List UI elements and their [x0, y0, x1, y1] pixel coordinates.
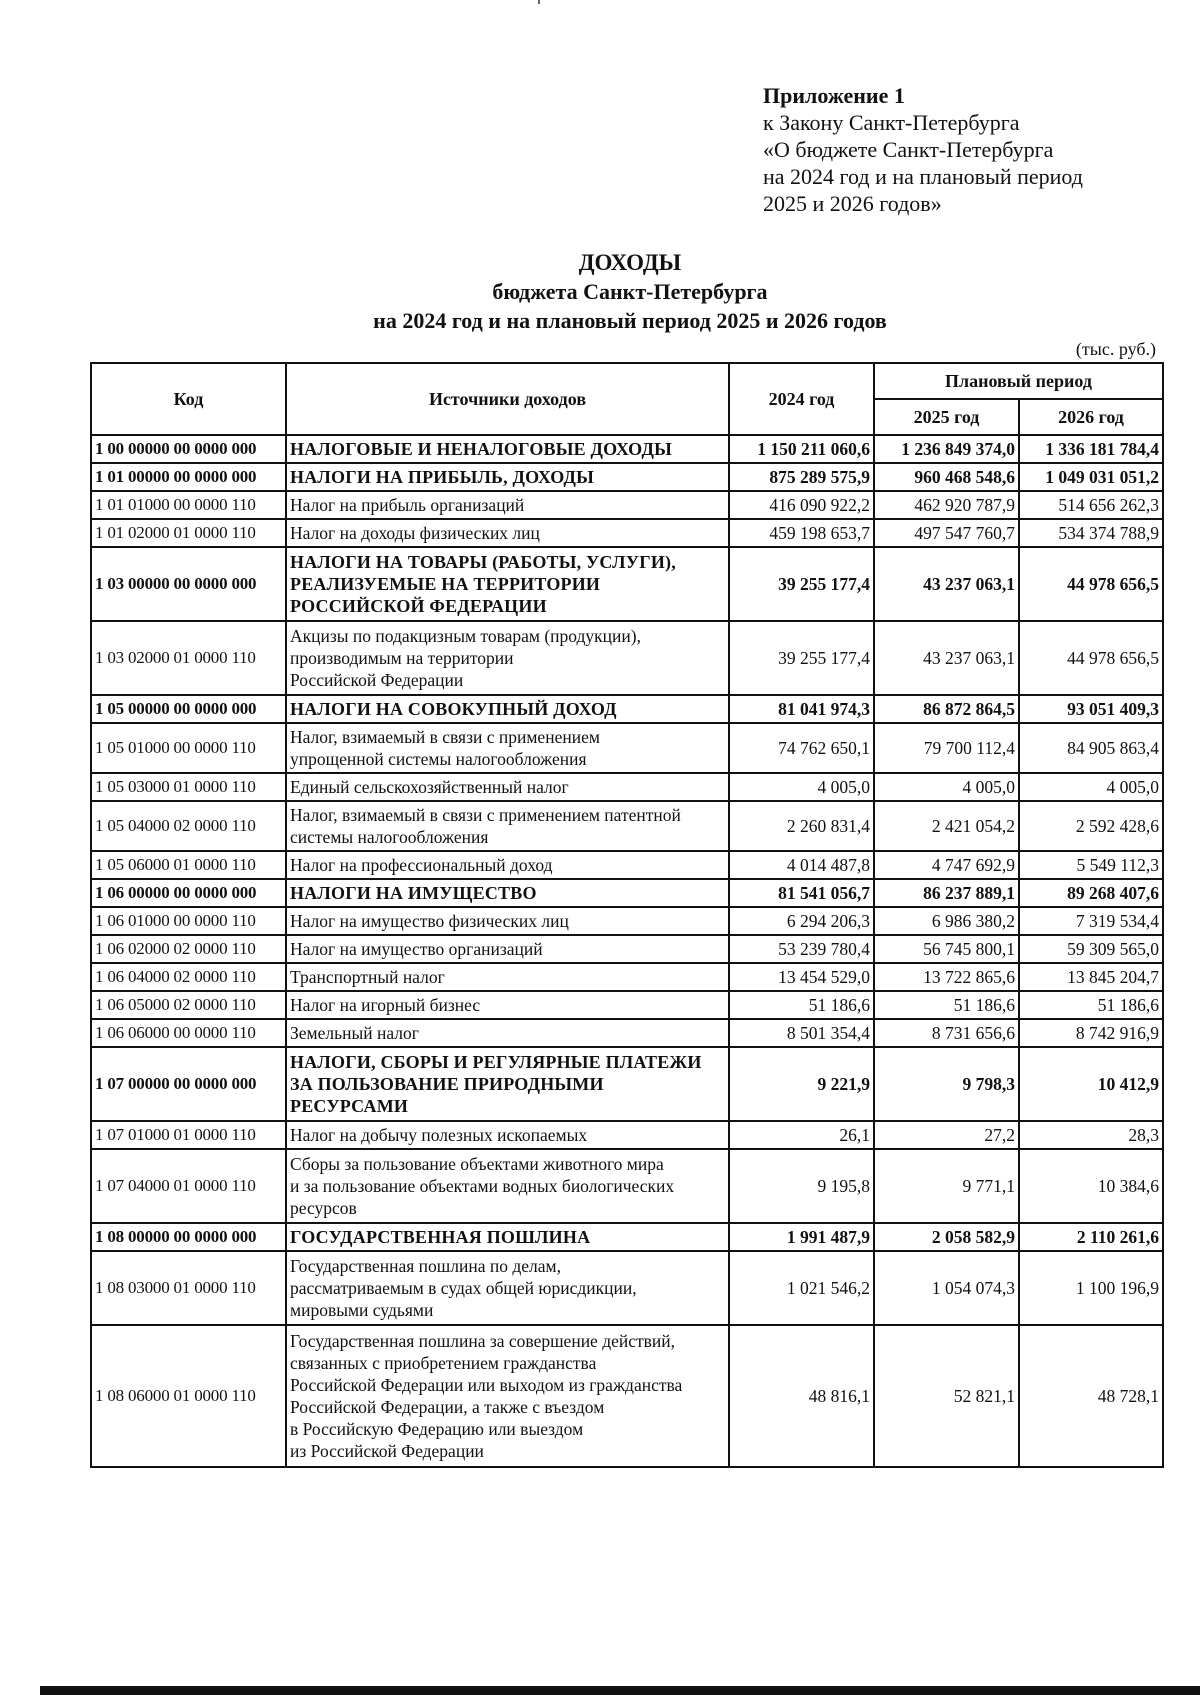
row-source-name: Налог на имущество организаций — [286, 935, 729, 963]
appendix-line: «О бюджете Санкт-Петербурга — [763, 137, 1054, 162]
row-code: 1 06 05000 02 0000 110 — [91, 991, 286, 1019]
row-value-2024: 39 255 177,4 — [729, 621, 874, 695]
row-value-2024: 48 816,1 — [729, 1325, 874, 1467]
header-2024: 2024 год — [729, 363, 874, 435]
row-value-2025: 79 700 112,4 — [874, 723, 1019, 773]
row-value-2026: 4 005,0 — [1019, 773, 1163, 801]
income-table — [90, 362, 1164, 1468]
row-value-2025: 9 771,1 — [874, 1149, 1019, 1223]
row-value-2026: 7 319 534,4 — [1019, 907, 1163, 935]
row-value-2026: 10 412,9 — [1019, 1047, 1163, 1121]
row-value-2024: 2 260 831,4 — [729, 801, 874, 851]
row-value-2025: 86 237 889,1 — [874, 879, 1019, 907]
row-value-2026: 5 549 112,3 — [1019, 851, 1163, 879]
table-row — [91, 879, 1163, 907]
row-code: 1 07 00000 00 0000 000 — [91, 1047, 286, 1121]
row-code: 1 03 00000 00 0000 000 — [91, 547, 286, 621]
appendix-line: 2025 и 2026 годов» — [763, 191, 942, 216]
row-source-name: НАЛОГИ НА ИМУЩЕСТВО — [286, 879, 729, 907]
row-code: 1 07 01000 01 0000 110 — [91, 1121, 286, 1149]
row-code: 1 07 04000 01 0000 110 — [91, 1149, 286, 1223]
row-value-2026: 59 309 565,0 — [1019, 935, 1163, 963]
row-source-name: Налог на профессиональный доход — [286, 851, 729, 879]
row-value-2024: 9 195,8 — [729, 1149, 874, 1223]
row-value-2025: 56 745 800,1 — [874, 935, 1019, 963]
row-code: 1 08 00000 00 0000 000 — [91, 1223, 286, 1251]
row-value-2025: 43 237 063,1 — [874, 547, 1019, 621]
table-row — [91, 963, 1163, 991]
row-value-2025: 13 722 865,6 — [874, 963, 1019, 991]
appendix-line: на 2024 год и на плановый период — [763, 164, 1083, 189]
row-source-name: Налог на игорный бизнес — [286, 991, 729, 1019]
row-value-2026: 1 336 181 784,4 — [1019, 435, 1163, 463]
heading-period: на 2024 год и на плановый период 2025 и 2026 годов — [373, 308, 887, 333]
row-value-2026: 2 110 261,6 — [1019, 1223, 1163, 1251]
row-value-2025: 4 005,0 — [874, 773, 1019, 801]
header-code: Код — [91, 363, 286, 435]
row-source-name: Государственная пошлина по делам, рассматриваемым в судах общей юрисдикции, мировыми судьями — [286, 1251, 729, 1325]
row-source-name: НАЛОГИ, СБОРЫ И РЕГУЛЯРНЫЕ ПЛАТЕЖИ ЗА ПОЛЬЗОВАНИЕ ПРИРОДНЫМИ РЕСУРСАМИ — [286, 1047, 729, 1121]
row-source-name: НАЛОГИ НА ТОВАРЫ (РАБОТЫ, УСЛУГИ), РЕАЛИЗУЕМЫЕ НА ТЕРРИТОРИИ РОССИЙСКОЙ ФЕДЕРАЦИИ — [286, 547, 729, 621]
row-code: 1 01 00000 00 0000 000 — [91, 463, 286, 491]
row-value-2026: 2 592 428,6 — [1019, 801, 1163, 851]
row-code: 1 05 06000 01 0000 110 — [91, 851, 286, 879]
table-row — [91, 1251, 1163, 1325]
table-row — [91, 851, 1163, 879]
row-source-name: Налог на имущество физических лиц — [286, 907, 729, 935]
row-value-2025: 52 821,1 — [874, 1325, 1019, 1467]
row-source-name: Налог на прибыль организаций — [286, 491, 729, 519]
row-source-name: Сборы за пользование объектами животного мира и за пользование объектами водных биологических ресурсов — [286, 1149, 729, 1223]
row-value-2025: 6 986 380,2 — [874, 907, 1019, 935]
heading-title: ДОХОДЫ — [578, 250, 682, 275]
table-row — [91, 907, 1163, 935]
row-source-name: НАЛОГИ НА ПРИБЫЛЬ, ДОХОДЫ — [286, 463, 729, 491]
row-value-2025: 960 468 548,6 — [874, 463, 1019, 491]
table-row — [91, 519, 1163, 547]
row-value-2025: 8 731 656,6 — [874, 1019, 1019, 1047]
row-value-2024: 81 541 056,7 — [729, 879, 874, 907]
row-value-2025: 2 421 054,2 — [874, 801, 1019, 851]
row-value-2025: 497 547 760,7 — [874, 519, 1019, 547]
table-row — [91, 463, 1163, 491]
table-row — [91, 1019, 1163, 1047]
row-value-2026: 44 978 656,5 — [1019, 621, 1163, 695]
row-code: 1 06 00000 00 0000 000 — [91, 879, 286, 907]
header-2025: 2025 год — [874, 399, 1019, 435]
table-row — [91, 1149, 1163, 1223]
appendix-line: к Закону Санкт-Петербурга — [763, 110, 1020, 135]
row-code: 1 06 02000 02 0000 110 — [91, 935, 286, 963]
row-value-2024: 74 762 650,1 — [729, 723, 874, 773]
row-source-name: ГОСУДАРСТВЕННАЯ ПОШЛИНА — [286, 1223, 729, 1251]
row-value-2025: 43 237 063,1 — [874, 621, 1019, 695]
row-value-2026: 1 100 196,9 — [1019, 1251, 1163, 1325]
row-value-2026: 10 384,6 — [1019, 1149, 1163, 1223]
table-row — [91, 1047, 1163, 1121]
row-value-2026: 514 656 262,3 — [1019, 491, 1163, 519]
row-code: 1 01 01000 00 0000 110 — [91, 491, 286, 519]
row-value-2026: 8 742 916,9 — [1019, 1019, 1163, 1047]
row-value-2024: 6 294 206,3 — [729, 907, 874, 935]
row-value-2024: 1 991 487,9 — [729, 1223, 874, 1251]
appendix-block — [763, 82, 1083, 217]
row-value-2025: 1 054 074,3 — [874, 1251, 1019, 1325]
document-heading — [0, 248, 1200, 335]
row-value-2025: 1 236 849 374,0 — [874, 435, 1019, 463]
row-value-2024: 53 239 780,4 — [729, 935, 874, 963]
header-2026: 2026 год — [1019, 399, 1163, 435]
row-value-2026: 51 186,6 — [1019, 991, 1163, 1019]
row-value-2024: 39 255 177,4 — [729, 547, 874, 621]
header-source: Источники доходов — [286, 363, 729, 435]
row-value-2024: 459 198 653,7 — [729, 519, 874, 547]
row-value-2025: 4 747 692,9 — [874, 851, 1019, 879]
row-value-2026: 44 978 656,5 — [1019, 547, 1163, 621]
row-value-2024: 51 186,6 — [729, 991, 874, 1019]
row-value-2024: 8 501 354,4 — [729, 1019, 874, 1047]
row-value-2026: 1 049 031 051,2 — [1019, 463, 1163, 491]
table-row — [91, 1325, 1163, 1467]
row-code: 1 06 04000 02 0000 110 — [91, 963, 286, 991]
table-row — [91, 801, 1163, 851]
row-value-2025: 9 798,3 — [874, 1047, 1019, 1121]
row-code: 1 01 02000 01 0000 110 — [91, 519, 286, 547]
table-row — [91, 773, 1163, 801]
row-value-2024: 4 014 487,8 — [729, 851, 874, 879]
row-value-2024: 26,1 — [729, 1121, 874, 1149]
units-label: (тыс. руб.) — [1075, 339, 1156, 359]
table-row — [91, 723, 1163, 773]
header-planned-period: Плановый период — [874, 363, 1163, 399]
row-source-name: Налог, взимаемый в связи с применением патентной системы налогообложения — [286, 801, 729, 851]
row-value-2026: 89 268 407,6 — [1019, 879, 1163, 907]
row-value-2026: 13 845 204,7 — [1019, 963, 1163, 991]
row-code: 1 06 01000 00 0000 110 — [91, 907, 286, 935]
row-value-2025: 86 872 864,5 — [874, 695, 1019, 723]
row-source-name: НАЛОГОВЫЕ И НЕНАЛОГОВЫЕ ДОХОДЫ — [286, 435, 729, 463]
row-code: 1 05 00000 00 0000 000 — [91, 695, 286, 723]
table-row — [91, 491, 1163, 519]
table-row — [91, 435, 1163, 463]
row-code: 1 05 04000 02 0000 110 — [91, 801, 286, 851]
scan-border — [40, 1686, 1200, 1695]
row-value-2024: 13 454 529,0 — [729, 963, 874, 991]
row-value-2026: 534 374 788,9 — [1019, 519, 1163, 547]
row-value-2025: 27,2 — [874, 1121, 1019, 1149]
row-code: 1 03 02000 01 0000 110 — [91, 621, 286, 695]
row-value-2025: 2 058 582,9 — [874, 1223, 1019, 1251]
row-code: 1 06 06000 00 0000 110 — [91, 1019, 286, 1047]
row-value-2026: 93 051 409,3 — [1019, 695, 1163, 723]
row-value-2025: 51 186,6 — [874, 991, 1019, 1019]
heading-subtitle: бюджета Санкт-Петербурга — [492, 279, 768, 304]
row-value-2024: 81 041 974,3 — [729, 695, 874, 723]
row-source-name: НАЛОГИ НА СОВОКУПНЫЙ ДОХОД — [286, 695, 729, 723]
row-value-2024: 1 150 211 060,6 — [729, 435, 874, 463]
table-row — [91, 621, 1163, 695]
row-value-2024: 9 221,9 — [729, 1047, 874, 1121]
appendix-title: Приложение 1 — [763, 83, 905, 108]
row-value-2026: 48 728,1 — [1019, 1325, 1163, 1467]
row-source-name: Земельный налог — [286, 1019, 729, 1047]
row-value-2026: 84 905 863,4 — [1019, 723, 1163, 773]
table-row — [91, 935, 1163, 963]
row-source-name: Акцизы по подакцизным товарам (продукции), производимым на территории Российской Федерации — [286, 621, 729, 695]
row-source-name: Государственная пошлина за совершение действий, связанных с приобретением гражданства Российской Федерации или выходом из гражданства Российской Федерации, а также с въездом в Российскую Федерацию или выездом из Российской Федерации — [286, 1325, 729, 1467]
row-value-2024: 416 090 922,2 — [729, 491, 874, 519]
row-value-2026: 28,3 — [1019, 1121, 1163, 1149]
row-source-name: Транспортный налог — [286, 963, 729, 991]
table-row — [91, 695, 1163, 723]
row-value-2025: 462 920 787,9 — [874, 491, 1019, 519]
row-value-2024: 4 005,0 — [729, 773, 874, 801]
row-code: 1 00 00000 00 0000 000 — [91, 435, 286, 463]
table-body — [91, 435, 1163, 1467]
row-source-name: Налог на доходы физических лиц — [286, 519, 729, 547]
table-row — [91, 1223, 1163, 1251]
row-code: 1 05 01000 00 0000 110 — [91, 723, 286, 773]
row-source-name: Налог, взимаемый в связи с применением упрощенной системы налогообложения — [286, 723, 729, 773]
row-code: 1 05 03000 01 0000 110 — [91, 773, 286, 801]
row-code: 1 08 06000 01 0000 110 — [91, 1325, 286, 1467]
table-row — [91, 991, 1163, 1019]
table-row — [91, 1121, 1163, 1149]
row-code: 1 08 03000 01 0000 110 — [91, 1251, 286, 1325]
row-source-name: Единый сельскохозяйственный налог — [286, 773, 729, 801]
table-row — [91, 547, 1163, 621]
row-source-name: Налог на добычу полезных ископаемых — [286, 1121, 729, 1149]
row-value-2024: 875 289 575,9 — [729, 463, 874, 491]
scan-mark — [538, 0, 540, 4]
row-value-2024: 1 021 546,2 — [729, 1251, 874, 1325]
